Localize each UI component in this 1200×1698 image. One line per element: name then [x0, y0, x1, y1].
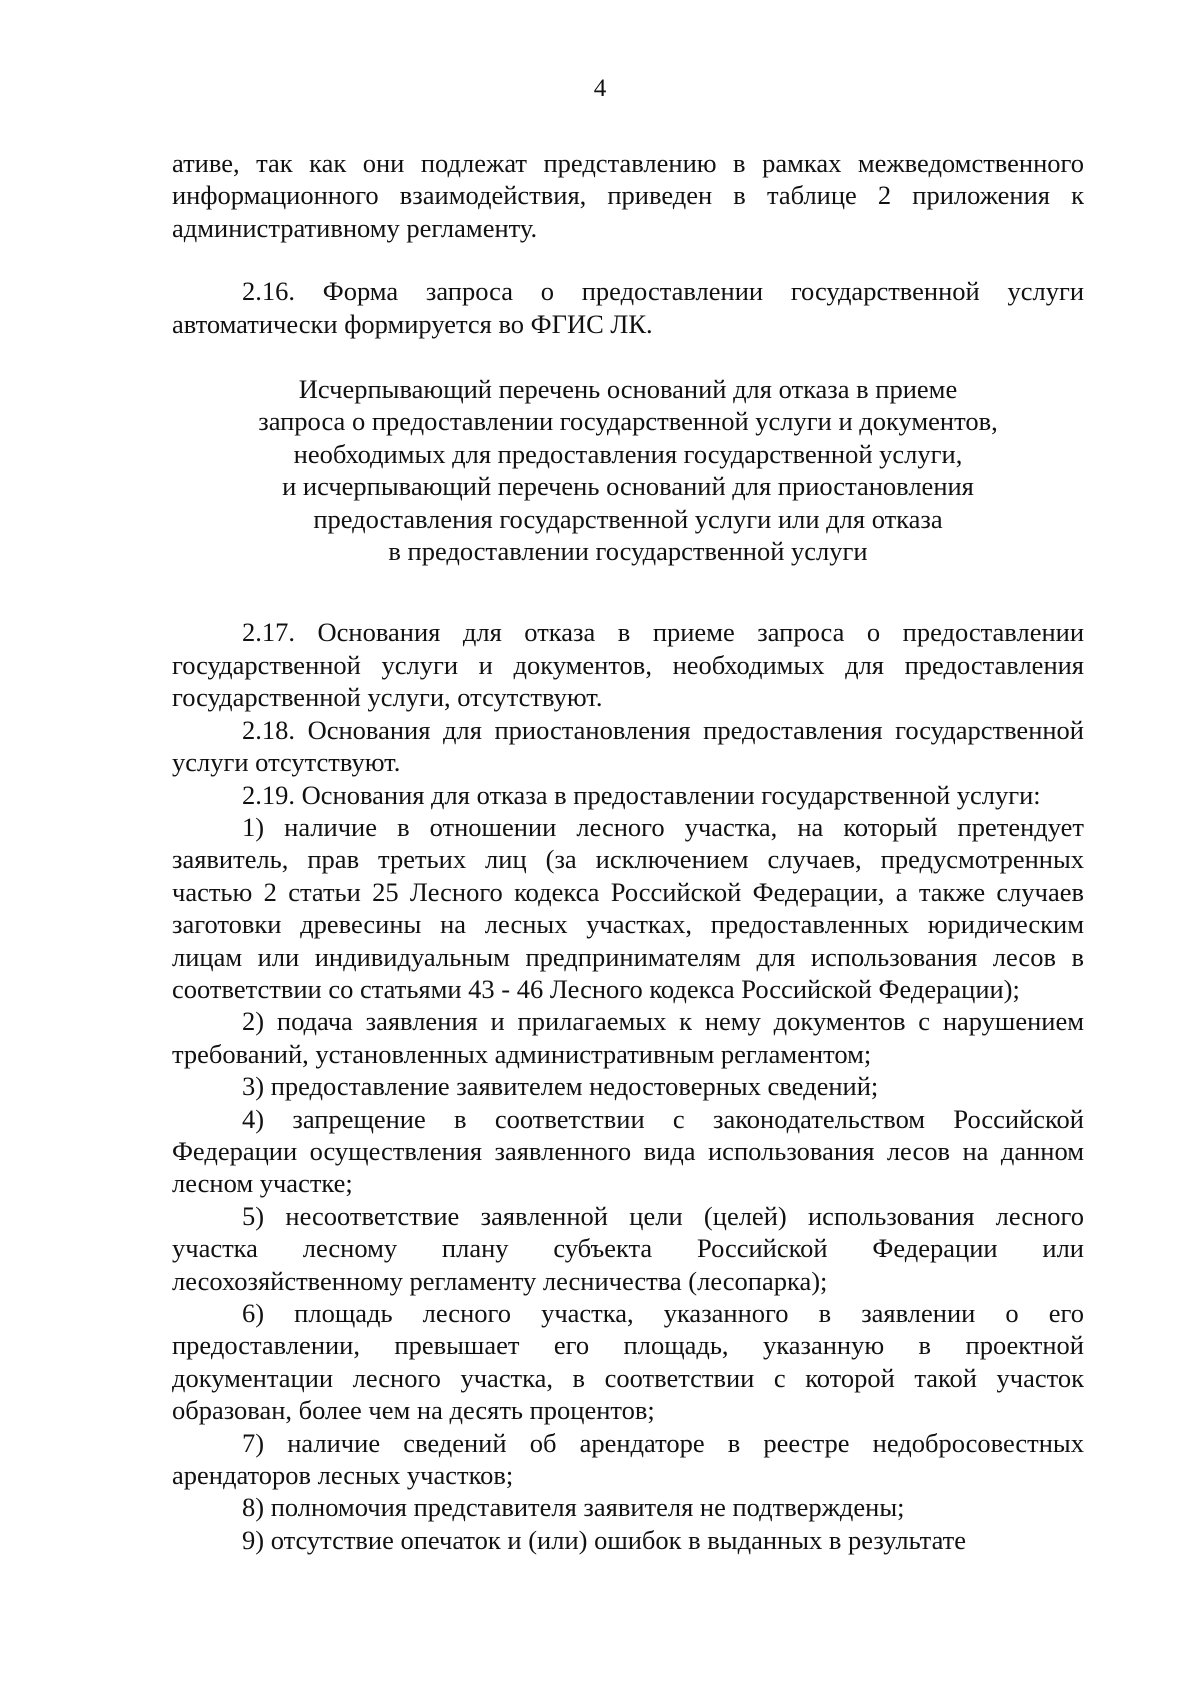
list-item-9: 9) отсутствие опечаток и (или) ошибок в выданных в результате	[242, 1524, 966, 1555]
list-item-4: 4) запрещение в соответствии с законодательством Российской Федерации осуществления заявленного вида использования лесов на данном лесном участке;	[172, 1103, 1084, 1199]
list-item-8: 8) полномочия представителя заявителя не подтверждены;	[242, 1492, 905, 1523]
section-heading	[172, 373, 1084, 567]
list-item-7: 7) наличие сведений об арендаторе в реестре недобросовестных арендаторов лесных участков;	[172, 1427, 1084, 1491]
list-item-2: 2) подача заявления и прилагаемых к нему документов с нарушением требований, установленных административным регламентом;	[172, 1006, 1084, 1069]
heading-line: запроса о предоставлении государственной услуги и документов,	[258, 406, 998, 437]
list-item-1: 1) наличие в отношении лесного участка, на который претендует заявитель, прав третьих лиц (за исключением случаев, предусмотренных частью 2 статьи 25 Лесного кодекса Российской Федерации, а также случаев заготовки древесины на лесных участках, предоставленных юридическим лицам или индивидуальным предпринимателям для использования лесов в соответствии со статьями 43 - 46 Лесного кодекса Российской Федерации);	[172, 811, 1084, 1004]
page-number: 4	[593, 75, 607, 102]
list-item-6: 6) площадь лесного участка, указанного в заявлении о его предоставлении, превышает его площадь, указанную в проектной документации лесного участка, в соответствии с которой такой участок образован, более чем на десять процентов;	[172, 1298, 1084, 1426]
list-item-3: 3) предоставление заявителем недостоверных сведений;	[242, 1071, 879, 1102]
heading-line: и исчерпывающий перечень оснований для приостановления	[282, 471, 974, 502]
paragraph-2-16: 2.16. Форма запроса о предоставлении государственной услуги автоматически формируется во ФГИС ЛК.	[172, 276, 1084, 339]
document-body	[172, 147, 1084, 1556]
list-item-5: 5) несоответствие заявленной цели (целей) использования лесного участка лесному плану субъекта Российской Федерации или лесохозяйственному регламенту лесничества (лесопарка);	[172, 1200, 1084, 1296]
paragraph-2-19: 2.19. Основания для отказа в предоставлении государственной услуги:	[242, 779, 1041, 810]
heading-line: в предоставлении государственной услуги	[388, 536, 868, 567]
paragraph-2-18: 2.18. Основания для приостановления предоставления государственной услуги отсутствуют.	[172, 714, 1084, 778]
heading-line: Исчерпывающий перечень оснований для отказа в приеме	[298, 374, 958, 405]
heading-line: предоставления государственной услуги или для отказа	[313, 503, 943, 534]
paragraph-continuation: ативе, так как они подлежат представлению в рамках межведомственного информационного взаимодействия, приведен в таблице 2 приложения к административному регламенту.	[172, 148, 1084, 243]
paragraph-2-17: 2.17. Основания для отказа в приеме запроса о предоставлении государственной услуги и документов, необходимых для предоставления государственной услуги, отсутствуют.	[172, 617, 1084, 713]
heading-line: необходимых для предоставления государственной услуги,	[293, 438, 963, 469]
